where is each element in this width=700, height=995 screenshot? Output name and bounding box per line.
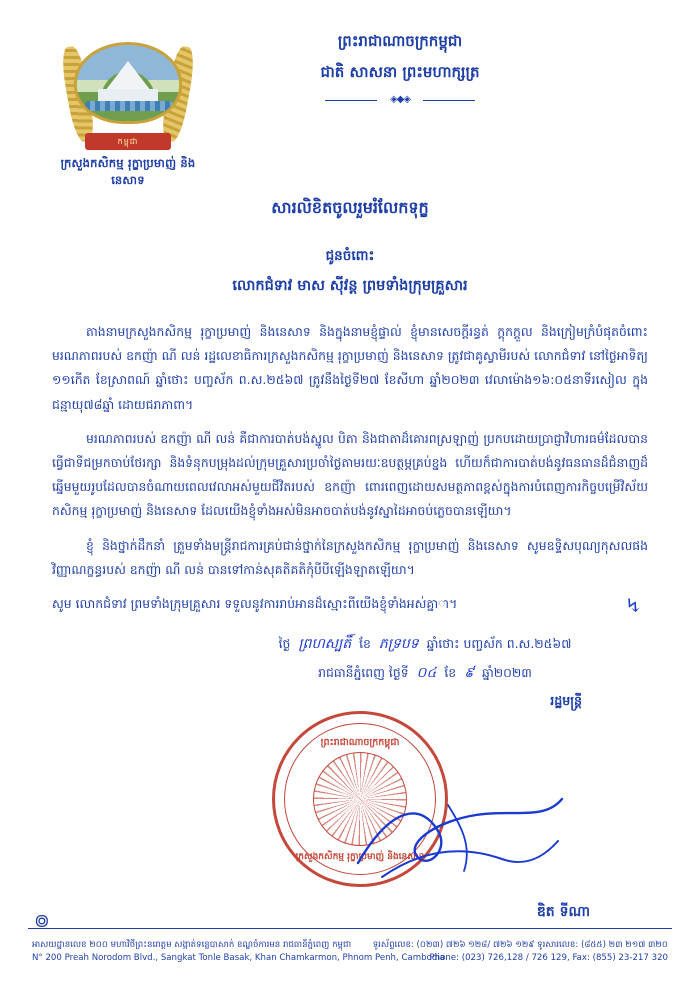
footer-contact xyxy=(373,939,668,965)
date-line1-month-handwritten: ភទ្របទ xyxy=(378,636,419,653)
document-header xyxy=(0,0,700,185)
heading-divider xyxy=(325,94,475,106)
kingdom-line-1: ព្រះរាជាណាចក្រកម្ពុជា xyxy=(337,32,463,50)
stamp-top-text: ព្រះរាជាណាចក្រកម្ពុជា xyxy=(320,736,400,748)
initial-signature-mark: ↯ xyxy=(622,591,645,619)
date-line2-mid: ខែ xyxy=(444,665,457,681)
document-body xyxy=(52,320,648,582)
kingdom-line-2: ជាតិ សាសនា ព្រះមហាក្សត្រ xyxy=(320,63,480,81)
date-line-buddhist xyxy=(150,630,700,659)
signature-area xyxy=(0,693,700,933)
handwritten-signature xyxy=(352,785,572,895)
signatory-title: រដ្ឋមន្ត្រី xyxy=(550,692,582,708)
date-line2-day-handwritten: ០៤ xyxy=(416,665,437,682)
date-line-gregorian xyxy=(150,659,700,688)
date-line2-prefix: រាជធានីភ្នំពេញ ថ្ងៃទី xyxy=(318,665,409,681)
page-title: សារលិខិតចូលរួមរំលែកទុក្ខ xyxy=(271,198,429,217)
addressee-name: លោកជំទាវ មាស ស៊ីវន្ត ព្រមទាំងក្រុមគ្រួសារ xyxy=(232,278,468,294)
date-line1-mid: ខែ xyxy=(359,636,371,652)
kingdom-heading xyxy=(230,32,570,106)
paragraph-2: មរណភាពរបស់ ឧកញ៉ា ណី លន់ គឺជាការបាត់បង់ស្នូល បិតា និងជាតាដ៏គោរពស្រឡាញ់ ប្រកបដោយប្រាជ្ញាវិហារធម៌ដែលបានធ្វើជាទីជម្រកចាប់ថែរក្សា និងទំនុកបម្រុងដល់ក្រុមគ្រួសារប្រចាំថ្ងៃតាមរយៈឧបត្ថម្ភគ្រប់ខ្នង ហើយក៏ជាការបាត់បង់នូវធនធានដ៏ជំនាញដ៏ឆ្នើមមួយរូបដែលបានចំណាយពេលវេលាអស់មួយជីវិតរបស់ ឧកញ៉ា ពោរពេញដោយសមត្ថភាពខ្ពស់ក្នុងការបំពេញការកិច្ចបម្រើវិស័យកសិកម្ម រុក្ខាប្រមាញ់ និងនេសាទ ដែលយើងខ្ញុំទាំងអស់មិនអាចបាត់បង់នូវស្នាដៃអាចប់ភ្លេចបានឡើយា។ xyxy=(52,430,648,519)
closing-text: សូម លោកជំទាវ ព្រមទាំងក្រុមគ្រួសារ ទទួលនូវការរាប់អានដ៏ស្មោះពីយើងខ្ញុំទាំងអស់គ្នាា។ xyxy=(52,595,458,611)
signatory-name: ឌិត ទីណា xyxy=(536,903,590,920)
date-line1-suffix: ឆ្នាំថោះ បញ្ចស័ក ព.ស.២៥៦៧ xyxy=(426,636,572,652)
stamp-bottom-text: ក្រសួងកសិកម្ម រុក្ខាប្រមាញ់ និងនេសាទ xyxy=(295,851,425,862)
divider-line-right xyxy=(423,100,475,101)
emblem-landscape xyxy=(74,42,182,124)
paragraph-3: ខ្ញុំ និងថ្នាក់ដឹកនាំ ត្រួមទាំងមន្ត្រីរាជការគ្រប់ជាន់ថ្នាក់នៃក្រសួងកសិកម្ម រុក្ខាប្រមាញ់ និងនេសាទ សូមឧទ្ទិសបុណ្យកុសលផងវិញ្ញាណក្ខន្ធរបស់ ឧកញ៉ា ណី លន់ បានទៅកាន់សុគតិគតិកុំបីបីឡើងឡាតឡើយា។ xyxy=(52,537,648,577)
footer-address-en: N° 200 Preah Norodom Blvd., Sangkat Tonle Basak, Khan Chamkarmon, Phnom Penh, Cambodia xyxy=(32,952,445,963)
footer-address-km: អាសយដ្ឋានលេខ ២០០ មហាវិថីព្រះនរោត្តម សង្កាត់ទន្លេបាសាក់ ខណ្ឌចំការមន រាជធានីភ្នំពេញ កម្ពុជា xyxy=(32,940,352,950)
footer-phone-km: ទូរស័ព្ទលេខ: (០២៣) ៧២៦ ១២៨/ ៧២៦ ១២៩ ទូរសារលេខ: (៨៥៥) ២៣ ២១៧ ៣២០ xyxy=(372,940,668,950)
national-emblem-icon xyxy=(69,42,187,150)
footer-khmer-mark-icon: ៙ xyxy=(34,910,50,932)
closing-paragraph xyxy=(52,591,648,619)
date-line2-suffix: ឆ្នាំ២០២៣ xyxy=(481,665,532,681)
paragraph-1: តាងនាមក្រសួងកសិកម្ម រុក្ខាប្រមាញ់ និងនេសាទ និងក្នុងនាមខ្ញុំផ្ទាល់ ខ្ញុំមានសេចក្តីរន្ធត់ ក្តុកក្តួល និងក្រៀមក្រំបំផុតចំពោះ មរណភាពរបស់ ឧកញ៉ា ណី លន់ រដ្ឋលេខាធិការក្រសួងកសិកម្ម រុក្ខាប្រមាញ់ និងនេសាទ ត្រូវជាគូស្វាមីរបស់ លោកជំទាវ នៅថ្ងៃអាទិត្យ ១១កើត ខែស្រាពណ៍ ឆ្នាំថោះ បញ្ចស័ក ព.ស.២៥៦៧ ត្រូវនឹងថ្ងៃទី២៧ ខែសីហា ឆ្នាំ២០២៣ វេលាម៉ោង១៦:០៥នាទីរសៀល ក្នុងជន្មាយុ៧៨ឆ្នាំ ដោយជរាភាពា។ xyxy=(52,324,648,412)
temple-base-icon xyxy=(98,89,158,101)
divider-line-left xyxy=(325,100,377,101)
date-line1-prefix: ថ្ងៃ xyxy=(278,636,291,652)
date-line2-month-handwritten: ៩ xyxy=(464,665,474,682)
emblem-banner: កម្ពុជា xyxy=(85,133,171,150)
divider-diamond-icon: ◈◆◈ xyxy=(389,94,411,105)
address-label: ជូនចំពោះ xyxy=(325,248,375,264)
ministry-name: ក្រសួងកសិកម្ម រុក្ខាប្រមាញ់ និងនេសាទ xyxy=(60,156,196,187)
water-icon xyxy=(85,101,173,111)
date-line1-day-handwritten: ព្រហស្បតិ៍ xyxy=(298,636,352,653)
ministry-emblem xyxy=(48,42,208,190)
footer-phone-en: Phone: (023) 726,128 / 726 129, Fax: (855) 23-217 320 xyxy=(429,952,668,963)
date-block xyxy=(0,630,700,689)
